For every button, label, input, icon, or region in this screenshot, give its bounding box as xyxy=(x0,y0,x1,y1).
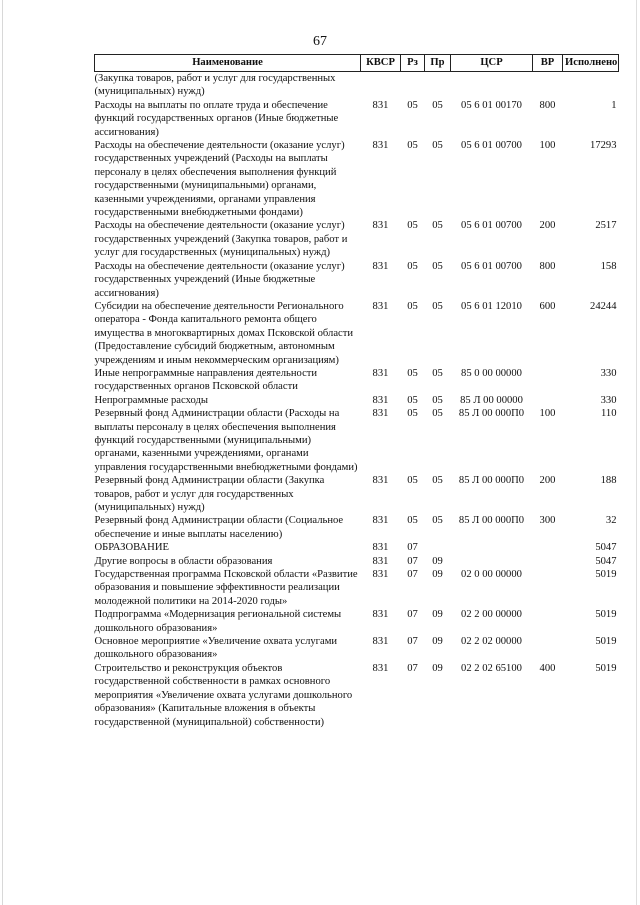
cell-done: 188 xyxy=(600,475,617,487)
cell-kvsr: 831 xyxy=(372,408,389,420)
cell-csr: 85 Л 00 00000 xyxy=(460,394,523,406)
cell-kvsr: 831 xyxy=(372,475,389,487)
cell-name: Расходы на обеспечение деятельности (оказание услуг) государственных учреждений (Закупка товаров, работ и услуг для государственных (муниципальных) нужд) xyxy=(94,220,348,259)
table-row xyxy=(95,260,619,300)
cell-pr: 05 xyxy=(432,475,443,487)
cell-name: Резервный фонд Администрации области (Закупка товаров, работ и услуг для государственных (муниципальных) нужд) xyxy=(94,475,325,513)
cell-rz: 07 xyxy=(407,662,418,674)
cell-rz: 07 xyxy=(407,555,418,567)
cell-rz: 05 xyxy=(407,475,418,487)
cell-done: 5019 xyxy=(595,662,617,674)
cell-rz: 05 xyxy=(407,99,418,111)
cell-csr: 85 Л 00 000П0 xyxy=(458,515,525,527)
table-row xyxy=(95,139,619,219)
cell-done: 158 xyxy=(600,260,617,272)
cell-name: Другие вопросы в области образования xyxy=(94,555,273,567)
cell-csr: 05 6 01 00700 xyxy=(461,260,522,272)
cell-vr: 100 xyxy=(539,408,556,420)
cell-name: Резервный фонд Администрации области (Расходы на выплаты персоналу в целях обеспечения выполнения функций государственными (муниципальными) органами, казенными учреждениями, органами управления государственными внебюджетными фондами) xyxy=(94,408,358,473)
table-row xyxy=(95,662,619,729)
cell-name: (Закупка товаров, работ и услуг для государственных (муниципальных) нужд) xyxy=(94,73,336,98)
cell-done: 330 xyxy=(600,394,617,406)
cell-vr: 800 xyxy=(539,260,556,272)
cell-done: 5019 xyxy=(595,569,617,581)
cell-kvsr: 831 xyxy=(372,662,389,674)
budget-table-wrapper xyxy=(94,54,618,729)
cell-vr: 600 xyxy=(539,300,556,312)
cell-vr xyxy=(533,394,563,407)
table-row xyxy=(95,635,619,662)
cell-vr xyxy=(533,541,563,554)
cell-kvsr: 831 xyxy=(372,220,389,232)
cell-csr: 05 6 01 00170 xyxy=(461,99,522,111)
cell-pr: 05 xyxy=(432,140,443,152)
table-row xyxy=(95,99,619,139)
cell-vr: 400 xyxy=(539,662,556,674)
table-header-row xyxy=(95,55,619,72)
page-number: 67 xyxy=(313,34,327,49)
table-row xyxy=(95,555,619,568)
cell-vr: 300 xyxy=(539,515,556,527)
cell-vr xyxy=(533,635,563,662)
table-row xyxy=(95,541,619,554)
cell-csr: 05 6 01 00700 xyxy=(461,220,522,232)
table-row xyxy=(95,72,619,99)
col-header-pr: Пр xyxy=(425,55,451,72)
cell-done: 330 xyxy=(600,367,617,379)
cell-csr: 85 Л 00 000П0 xyxy=(458,408,525,420)
cell-name: Непрограммные расходы xyxy=(94,394,208,406)
cell-name: Резервный фонд Администрации области (Социальное обеспечение и иные выплаты населению) xyxy=(94,515,344,540)
cell-name: Расходы на обеспечение деятельности (оказание услуг) государственных учреждений (Иные бюджетные ассигнования) xyxy=(94,260,345,299)
cell-rz: 05 xyxy=(407,394,418,406)
col-header-name: Наименование xyxy=(95,55,361,72)
cell-vr: 100 xyxy=(539,140,556,152)
cell-done: 17293 xyxy=(590,140,617,152)
cell-kvsr: 831 xyxy=(372,555,389,567)
cell-rz: 07 xyxy=(407,636,418,648)
table-row xyxy=(95,568,619,608)
col-header-kvsr: КВСР xyxy=(361,55,401,72)
cell-done: 5019 xyxy=(595,609,617,621)
cell-name: Расходы на обеспечение деятельности (оказание услуг) государственных учреждений (Расходы на выплаты персоналу в целях обеспечения выполнения функций государственными (муниципальными) органами, казенными учреждениями, органами управления государственными внебюджетными фондами) xyxy=(94,140,345,219)
cell-name: Расходы на выплаты по оплате труда и обеспечение функций государственных органов (Иные бюджетные ассигнования) xyxy=(94,99,339,138)
col-header-csr: ЦСР xyxy=(451,55,533,72)
cell-csr xyxy=(451,72,533,99)
cell-done: 1 xyxy=(611,99,617,111)
cell-kvsr: 831 xyxy=(372,367,389,379)
cell-done: 2517 xyxy=(595,220,617,232)
col-header-vr: ВР xyxy=(533,55,563,72)
scan-edge-left xyxy=(2,0,3,905)
cell-rz: 05 xyxy=(407,140,418,152)
table-row xyxy=(95,514,619,541)
cell-vr xyxy=(533,608,563,635)
scan-edge-right xyxy=(636,0,637,905)
cell-name: Подпрограмма «Модернизация региональной системы дошкольного образования» xyxy=(94,609,342,634)
cell-pr: 05 xyxy=(432,220,443,232)
cell-name: ОБРАЗОВАНИЕ xyxy=(94,542,169,554)
cell-name: Основное мероприятие «Увеличение охвата услугами дошкольного образования» xyxy=(94,636,338,661)
cell-pr xyxy=(425,72,451,99)
cell-done: 5047 xyxy=(595,555,617,567)
cell-rz: 05 xyxy=(407,260,418,272)
cell-vr xyxy=(533,555,563,568)
cell-rz: 07 xyxy=(407,609,418,621)
col-header-done: Исполнено xyxy=(563,55,619,72)
cell-pr: 09 xyxy=(432,555,443,567)
cell-name: Иные непрограммные направления деятельности государственных органов Псковской области xyxy=(94,367,318,393)
cell-rz xyxy=(401,72,425,99)
cell-kvsr: 831 xyxy=(372,609,389,621)
cell-csr: 05 6 01 12010 xyxy=(461,300,522,312)
cell-pr: 05 xyxy=(432,260,443,272)
table-row xyxy=(95,394,619,407)
cell-name: Государственная программа Псковской области «Развитие образования и повышение эффективности реализации молодежной политики на 2014-2020 годы» xyxy=(94,569,358,607)
cell-csr: 02 2 02 65100 xyxy=(461,662,522,674)
cell-rz: 05 xyxy=(407,367,418,379)
cell-pr: 09 xyxy=(432,636,443,648)
cell-kvsr: 831 xyxy=(372,140,389,152)
cell-vr: 800 xyxy=(539,99,556,111)
cell-done xyxy=(563,72,619,99)
cell-rz: 07 xyxy=(407,569,418,581)
cell-pr: 05 xyxy=(432,515,443,527)
cell-pr xyxy=(425,541,451,554)
cell-pr: 09 xyxy=(432,662,443,674)
table-row xyxy=(95,474,619,514)
table-row xyxy=(95,300,619,367)
cell-done: 5019 xyxy=(595,636,617,648)
cell-kvsr: 831 xyxy=(372,542,389,554)
cell-kvsr: 831 xyxy=(372,569,389,581)
cell-pr: 05 xyxy=(432,367,443,379)
cell-vr xyxy=(533,568,563,608)
cell-vr: 200 xyxy=(539,220,556,232)
cell-pr: 09 xyxy=(432,569,443,581)
cell-csr: 85 Л 00 000П0 xyxy=(458,475,525,487)
table-row xyxy=(95,219,619,259)
cell-kvsr: 831 xyxy=(372,636,389,648)
cell-csr xyxy=(451,555,533,568)
table-row xyxy=(95,608,619,635)
cell-rz: 05 xyxy=(407,220,418,232)
cell-kvsr: 831 xyxy=(372,394,389,406)
cell-rz: 07 xyxy=(407,542,418,554)
cell-csr: 02 0 00 00000 xyxy=(461,569,522,581)
cell-vr: 200 xyxy=(539,475,556,487)
cell-csr: 85 0 00 00000 xyxy=(461,367,522,379)
cell-kvsr: 831 xyxy=(372,515,389,527)
cell-rz: 05 xyxy=(407,408,418,420)
budget-table xyxy=(94,54,619,729)
cell-pr: 05 xyxy=(432,394,443,406)
cell-pr: 05 xyxy=(432,99,443,111)
cell-kvsr: 831 xyxy=(372,99,389,111)
cell-rz: 05 xyxy=(407,300,418,312)
table-row xyxy=(95,407,619,474)
col-header-rz: Рз xyxy=(401,55,425,72)
cell-csr xyxy=(451,541,533,554)
cell-kvsr: 831 xyxy=(372,300,389,312)
cell-rz: 05 xyxy=(407,515,418,527)
cell-pr: 09 xyxy=(432,609,443,621)
cell-done: 24244 xyxy=(590,300,617,312)
cell-pr: 05 xyxy=(432,408,443,420)
cell-kvsr: 831 xyxy=(372,260,389,272)
cell-done: 110 xyxy=(601,408,617,420)
cell-done: 5047 xyxy=(595,542,617,554)
cell-name: Субсидии на обеспечение деятельности Регионального оператора - Фонда капитального ремонта общего имущества в многоквартирных домах Псковской области (Предоставление субсидий бюджетным, автономным учреждениям и иным некоммерческим организациям) xyxy=(94,300,354,366)
table-row xyxy=(95,367,619,394)
cell-pr: 05 xyxy=(432,300,443,312)
cell-csr: 02 2 02 00000 xyxy=(461,636,522,648)
cell-csr: 02 2 00 00000 xyxy=(461,609,522,621)
cell-vr xyxy=(533,72,563,99)
cell-vr xyxy=(533,367,563,394)
cell-done: 32 xyxy=(605,515,617,527)
cell-name: Строительство и реконструкция объектов государственной собственности в рамках основного мероприятия «Увеличение охвата услугами дошкольного образования» (Капитальные вложения в объекты государственной (муниципальной) собственности) xyxy=(94,662,353,728)
cell-kvsr xyxy=(361,72,401,99)
cell-csr: 05 6 01 00700 xyxy=(461,140,522,152)
